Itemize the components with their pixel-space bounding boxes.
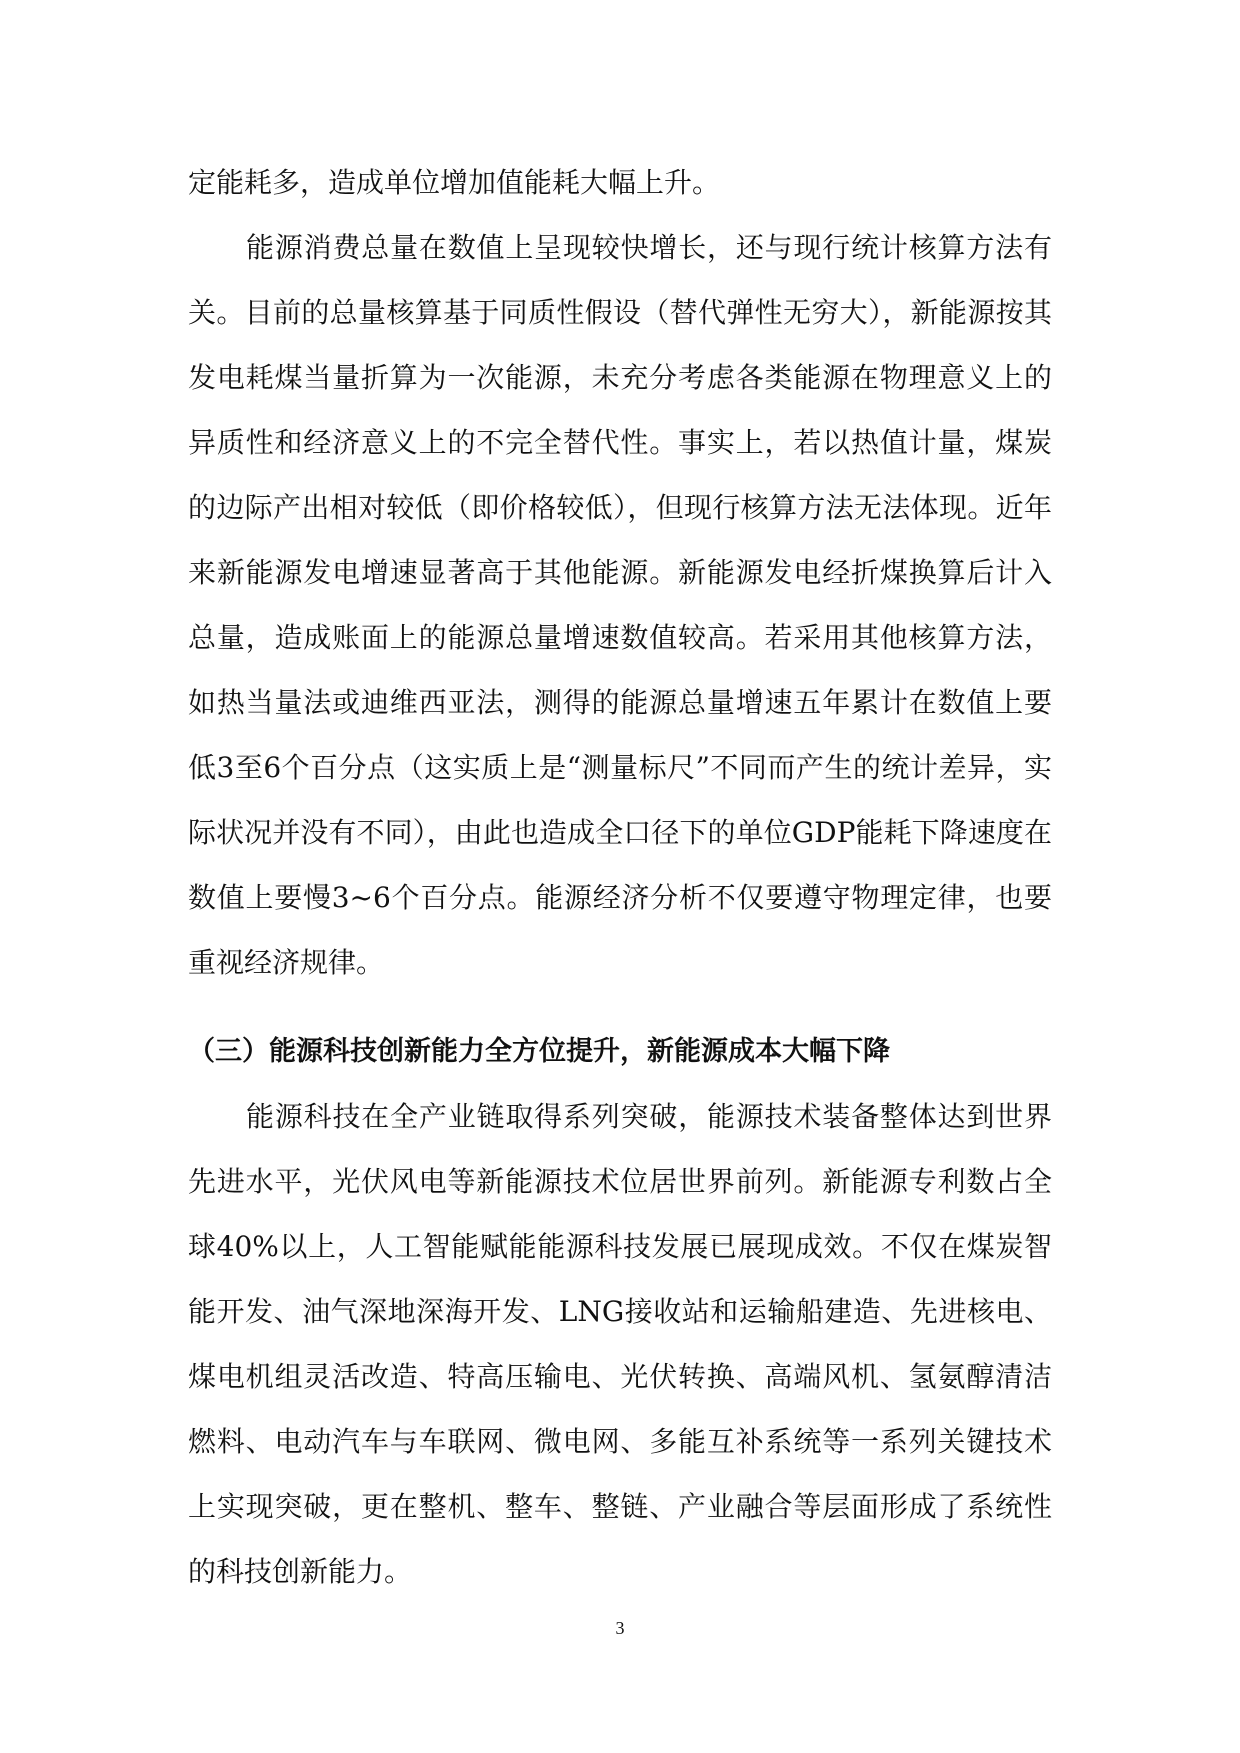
paragraph-statistics-method: 能源消费总量在数值上呈现较快增长，还与现行统计核算方法有关。目前的总量核算基于同质性假设（替代弹性无穷大），新能源按其发电耗煤当量折算为一次能源，未充分考虑各类能源在物理意义上的异质性和经济意义上的不完全替代性。事实上，若以热值计量，煤炭的边际产出相对较低（即价格较低），但现行核算方法无法体现。近年来新能源发电增速显著高于其他能源。新能源发电经折煤换算后计入总量，造成账面上的能源总量增速数值较高。若采用其他核算方法，如热当量法或迪维西亚法，测得的能源总量增速五年累计在数值上要低3至6个百分点（这实质上是“测量标尺”不同而产生的统计差异，实际状况并没有不同），由此也造成全口径下的单位GDP能耗下降速度在数值上要慢3~6个百分点。能源经济分析不仅要遵守物理定律，也要重视经济规律。 [188, 231, 1052, 979]
page-number: 3 [615, 1618, 625, 1638]
section-heading: （三）能源科技创新能力全方位提升，新能源成本大幅下降 [188, 1036, 890, 1067]
paragraph-continuation: 定能耗多，造成单位增加值能耗大幅上升。 [188, 166, 721, 199]
paragraph-energy-technology: 能源科技在全产业链取得系列突破，能源技术装备整体达到世界先进水平，光伏风电等新能源技术位居世界前列。新能源专利数占全球40%以上，人工智能赋能能源科技发展已展现成效。不仅在煤炭智能开发、油气深地深海开发、LNG接收站和运输船建造、先进核电、煤电机组灵活改造、特高压输电、光伏转换、高端风机、氢氨醇清洁燃料、电动汽车与车联网、微电网、多能互补系统等一系列关键技术上实现突破，更在整机、整车、整链、产业融合等层面形成了系统性的科技创新能力。 [188, 1100, 1052, 1588]
